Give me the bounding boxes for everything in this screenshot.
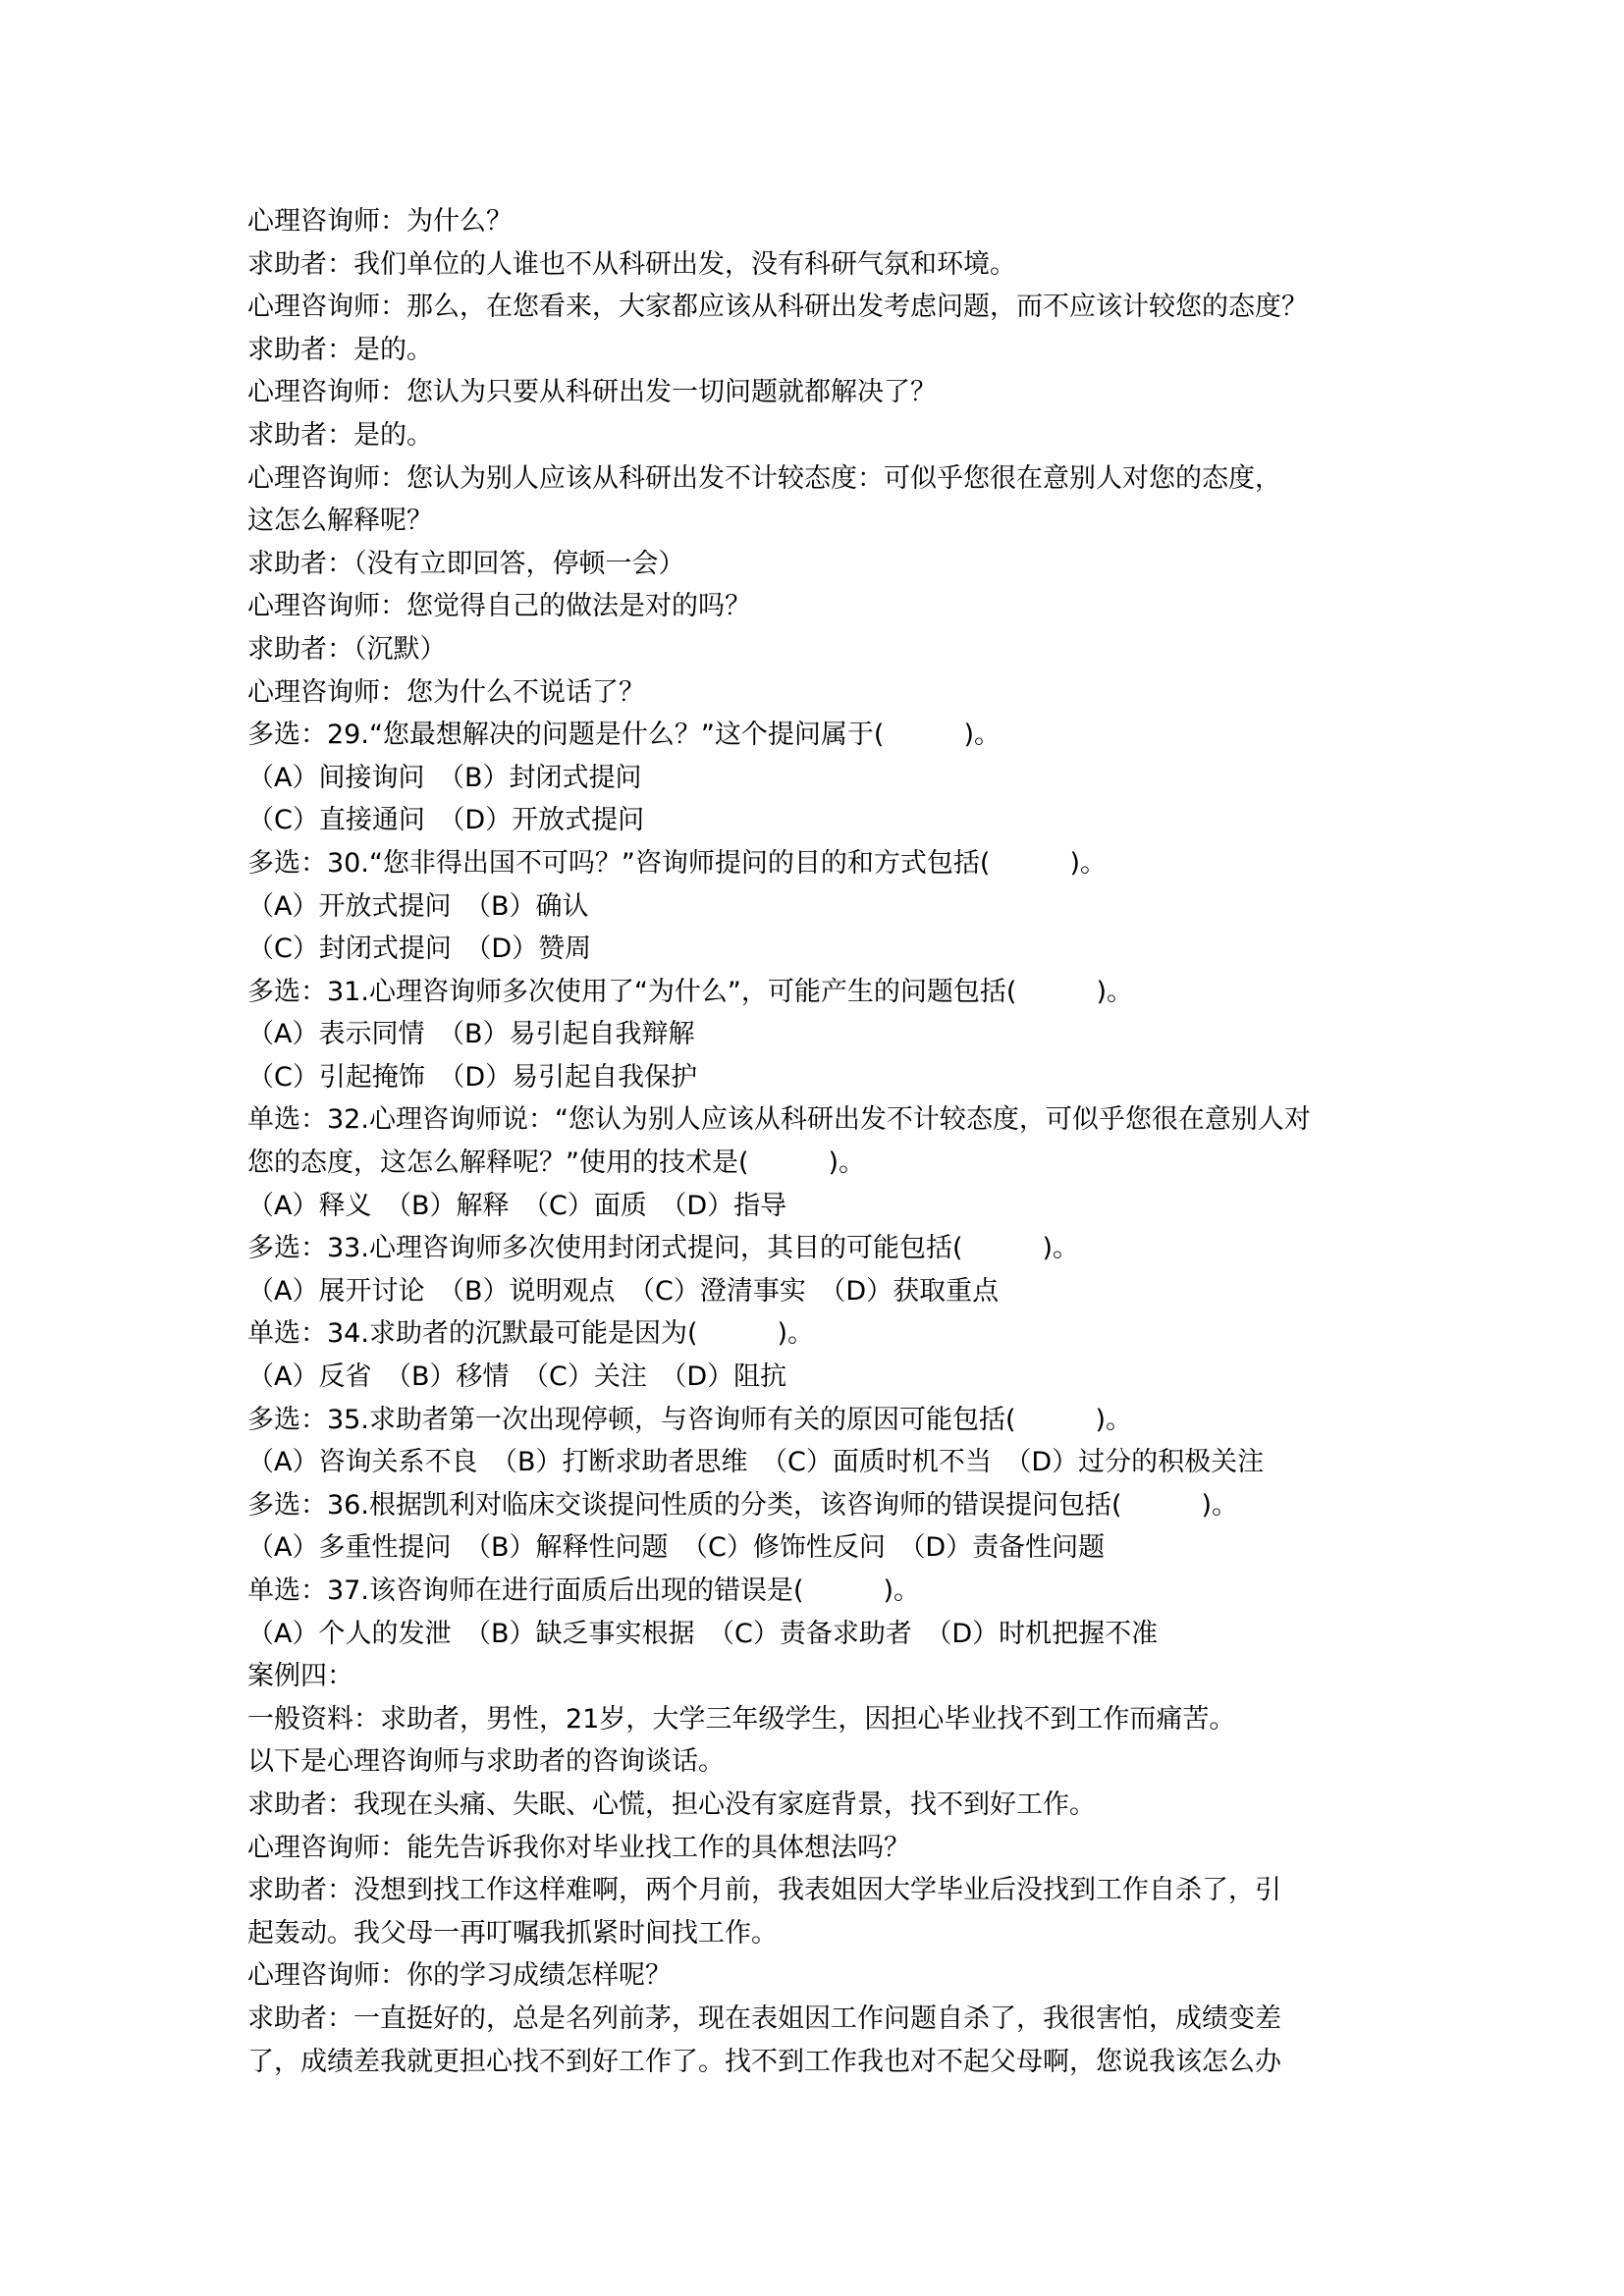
text-line: 求助者：是的。 bbox=[247, 419, 433, 451]
text-line: 这怎么解释呢？ bbox=[247, 506, 433, 537]
options-34: （A）反省 （B）移情 （C）关注 （D）阻抗 bbox=[247, 1362, 787, 1393]
text-line: 求助者：一直挺好的，总是名列前茅，现在表姐因工作问题自杀了，我很害怕，成绩变差 bbox=[247, 2002, 1281, 2034]
options-30-c-d: （C）封闭式提问 （D）赞周 bbox=[247, 934, 592, 965]
question-35: 多选：35.求助者第一次出现停顿，与咨询师有关的原因可能包括( )。 bbox=[247, 1404, 1133, 1435]
text-line: 心理咨询师：为什么？ bbox=[247, 206, 513, 237]
text-line: 心理咨询师：能先告诉我你对毕业找工作的具体想法吗？ bbox=[247, 1832, 910, 1863]
text-line: 求助者：（没有立即回答，停顿一会） bbox=[247, 548, 685, 579]
question-37: 单选：37.该咨询师在进行面质后出现的错误是( )。 bbox=[247, 1575, 921, 1606]
text-line: 一般资料：求助者，男性，21岁，大学三年级学生，因担心毕业找不到工作而痛苦。 bbox=[247, 1703, 1236, 1735]
options-33: （A）展开讨论 （B）说明观点 （C）澄清事实 （D）获取重点 bbox=[247, 1275, 1000, 1307]
case-heading: 案例四： bbox=[247, 1661, 353, 1692]
text-line: 求助者：我们单位的人谁也不从科研出发，没有科研气氛和环境。 bbox=[247, 248, 1016, 280]
text-line: 求助者：我现在头痛、失眠、心慌，担心没有家庭背景，找不到好工作。 bbox=[247, 1789, 1096, 1820]
text-line: 心理咨询师：你的学习成绩怎样呢？ bbox=[247, 1960, 672, 1992]
text-line: 心理咨询师：那么，在您看来，大家都应该从科研出发考虑问题，而不应该计较您的态度？ bbox=[247, 292, 1308, 323]
text-line: 心理咨询师：您觉得自己的做法是对的吗？ bbox=[247, 591, 751, 622]
question-32: 单选：32.心理咨询师说：“您认为别人应该从科研出发不计较态度，可似乎您很在意别人对 bbox=[247, 1104, 1311, 1136]
question-29: 多选：29.“您最想解决的问题是什么？”这个提问属于( )。 bbox=[247, 720, 1001, 751]
text-line: 求助者：没想到找工作这样难啊，两个月前，我表姐因大学毕业后没找到工作自杀了，引 bbox=[247, 1875, 1281, 1906]
options-31-c-d: （C）引起掩饰 （D）易引起自我保护 bbox=[247, 1061, 698, 1093]
text-line: 求助者：（沉默） bbox=[247, 633, 447, 665]
text-line: 以下是心理咨询师与求助者的咨询谈话。 bbox=[247, 1746, 725, 1778]
question-31: 多选：31.心理咨询师多次使用了“为什么”，可能产生的问题包括( )。 bbox=[247, 976, 1133, 1007]
text-line: 心理咨询师：您为什么不说话了？ bbox=[247, 676, 645, 708]
options-35: （A）咨询关系不良 （B）打断求助者思维 （C）面质时机不当 （D）过分的积极关注 bbox=[247, 1447, 1265, 1478]
text-line: 了，成绩差我就更担心找不到好工作了。找不到工作我也对不起父母啊，您说我该怎么办 bbox=[247, 2046, 1281, 2077]
options-30-a-b: （A）开放式提问 （B）确认 bbox=[247, 890, 589, 922]
options-29-a-b: （A）间接询问 （B）封闭式提问 bbox=[247, 762, 642, 793]
options-31-a-b: （A）表示同情 （B）易引起自我辩解 bbox=[247, 1019, 695, 1050]
text-line: 起轰动。我父母一再叮嘱我抓紧时间找工作。 bbox=[247, 1917, 778, 1949]
question-36: 多选：36.根据凯利对临床交谈提问性质的分类，该咨询师的错误提问包括( )。 bbox=[247, 1489, 1239, 1521]
text-line: 心理咨询师：您认为只要从科研出发一切问题就都解决了？ bbox=[247, 377, 937, 408]
question-32-cont: 您的态度，这怎么解释呢？”使用的技术是( )。 bbox=[247, 1148, 866, 1179]
question-33: 多选：33.心理咨询师多次使用封闭式提问，其目的可能包括( )。 bbox=[247, 1233, 1080, 1264]
text-line: 心理咨询师：您认为别人应该从科研出发不计较态度：可似乎您很在意别人对您的态度， bbox=[247, 462, 1281, 494]
options-29-c-d: （C）直接通问 （D）开放式提问 bbox=[247, 805, 645, 836]
question-34: 单选：34.求助者的沉默最可能是因为( )。 bbox=[247, 1318, 815, 1350]
text-line: 求助者：是的。 bbox=[247, 334, 433, 365]
options-36: （A）多重性提问 （B）解释性问题 （C）修饰性反问 （D）责备性问题 bbox=[247, 1532, 1106, 1564]
document-body bbox=[247, 200, 1396, 2083]
options-32: （A）释义 （B）解释 （C）面质 （D）指导 bbox=[247, 1190, 787, 1221]
options-37: （A）个人的发泄 （B）缺乏事实根据 （C）责备求助者 （D）时机把握不准 bbox=[247, 1618, 1159, 1649]
question-30: 多选：30.“您非得出国不可吗？”咨询师提问的目的和方式包括( )。 bbox=[247, 847, 1107, 879]
